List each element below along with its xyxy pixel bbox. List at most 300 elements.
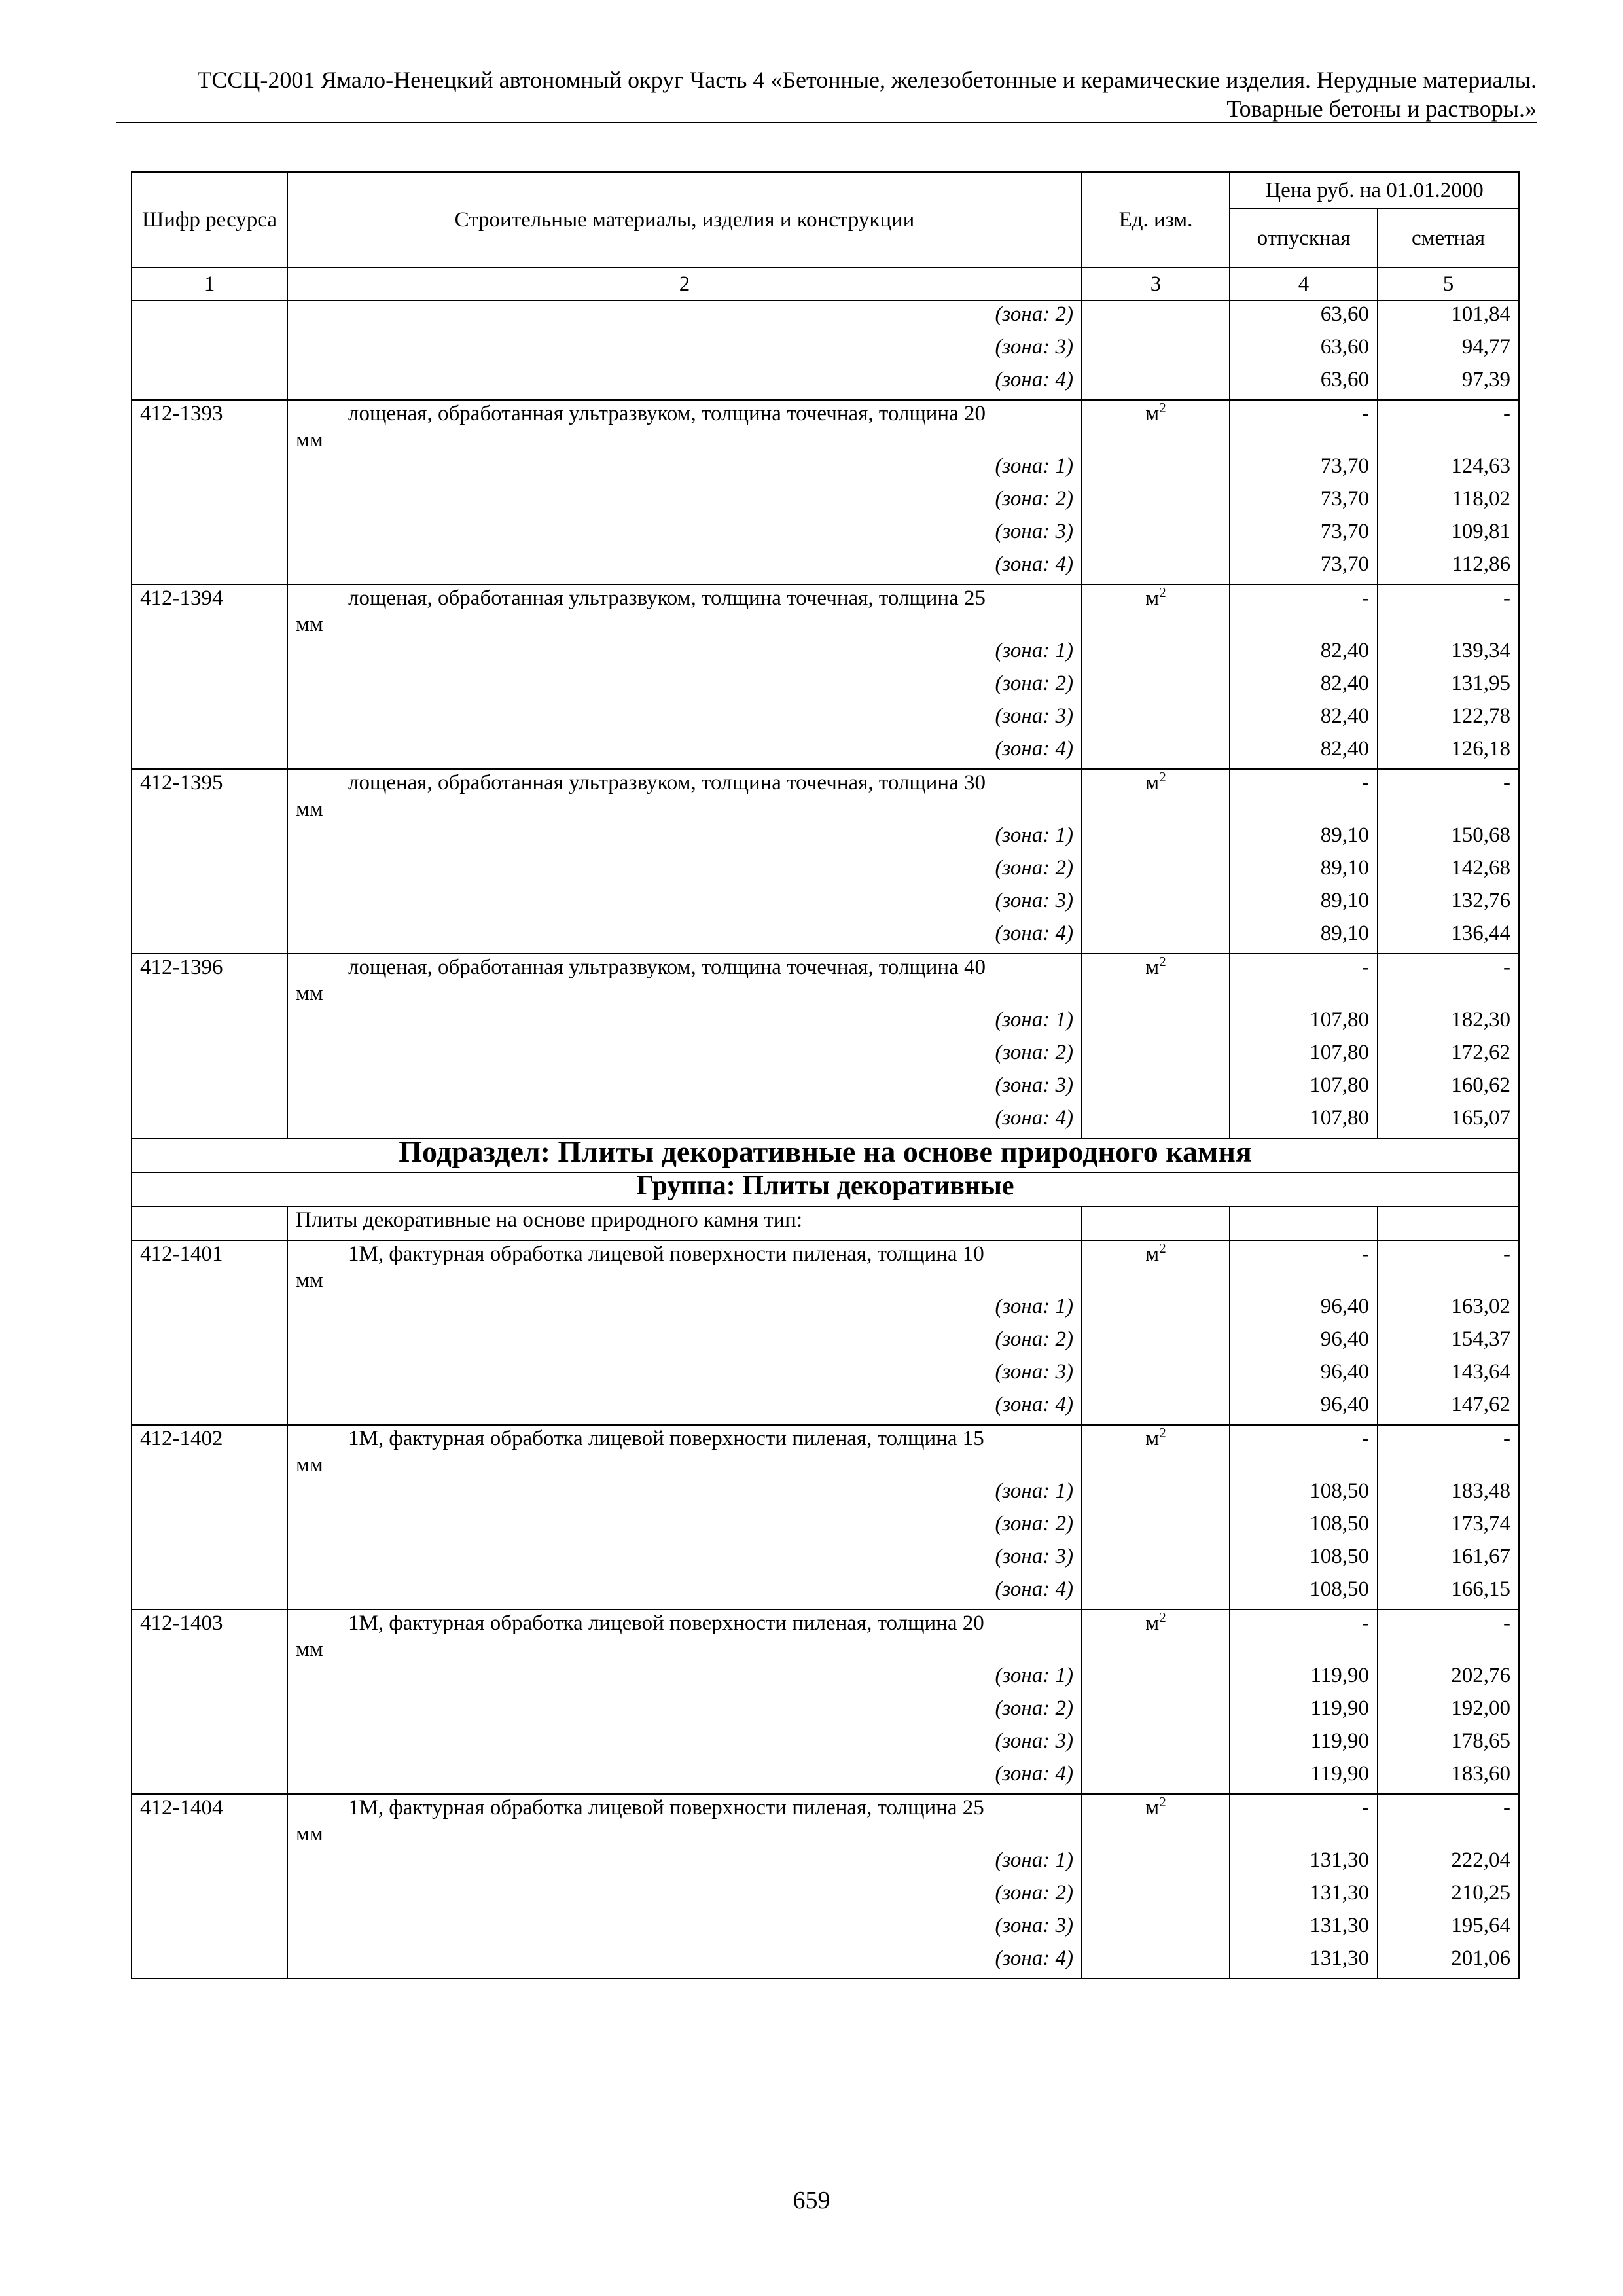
table-row (132, 1662, 1519, 1695)
unit-cell (1082, 1609, 1230, 1662)
cell-code (132, 1293, 287, 1326)
estimate-price: 202,76 (1378, 1662, 1519, 1695)
release-price: 119,90 (1230, 1695, 1378, 1728)
resource-code: 412-1404 (132, 1794, 287, 1847)
zone-label: (зона: 1) (287, 1293, 1082, 1326)
cell-unit (1082, 1206, 1230, 1240)
unit-cell (1082, 1794, 1230, 1847)
table-row (132, 453, 1519, 486)
unit-exponent: 2 (1159, 1794, 1166, 1810)
zone-label: (зона: 3) (287, 703, 1082, 736)
cell-code (132, 1206, 287, 1240)
zone-label: (зона: 1) (287, 637, 1082, 670)
table-row (132, 584, 1519, 637)
cell-code (132, 822, 287, 855)
estimate-price-empty: - (1378, 1609, 1519, 1662)
cell-code (132, 1105, 287, 1138)
price-table (131, 171, 1520, 1979)
unit-cell (1082, 954, 1230, 1007)
cell-code (132, 518, 287, 551)
item-description-line-2: мм (296, 797, 323, 821)
cell-unit (1082, 920, 1230, 954)
zone-label: (зона: 2) (287, 1039, 1082, 1072)
estimate-price: 132,76 (1378, 888, 1519, 920)
release-price: 96,40 (1230, 1293, 1378, 1326)
unit-cell (1082, 584, 1230, 637)
item-description (287, 1609, 1082, 1662)
table-row (132, 1240, 1519, 1293)
table-row (132, 1543, 1519, 1576)
table-row (132, 1072, 1519, 1105)
table-row (132, 518, 1519, 551)
zone-label: (зона: 2) (287, 670, 1082, 703)
table-row (132, 400, 1519, 453)
item-description (287, 1425, 1082, 1478)
cell-unit (1082, 822, 1230, 855)
cell-unit (1082, 1511, 1230, 1543)
estimate-price: 210,25 (1378, 1880, 1519, 1912)
cell-unit (1082, 1326, 1230, 1359)
zone-label: (зона: 4) (287, 1945, 1082, 1979)
cell-code (132, 1912, 287, 1945)
unit-base: м (1145, 771, 1160, 795)
header-line-2: Товарные бетоны и растворы.» (1226, 96, 1537, 122)
table-row (132, 1138, 1519, 1172)
estimate-price: 182,30 (1378, 1007, 1519, 1039)
unit-base: м (1145, 956, 1160, 979)
table-row (132, 367, 1519, 400)
cell-unit (1082, 1359, 1230, 1391)
estimate-price-empty: - (1378, 584, 1519, 637)
unit-exponent: 2 (1159, 1425, 1166, 1441)
item-description-line-2: мм (296, 982, 323, 1005)
item-description-line-1: лощеная, обработанная ультразвуком, толщина точечная, толщина 30 (348, 771, 986, 795)
unit-exponent: 2 (1159, 584, 1166, 600)
estimate-price: 124,63 (1378, 453, 1519, 486)
cell-code (132, 1007, 287, 1039)
cell-code (132, 1326, 287, 1359)
item-description (287, 954, 1082, 1007)
unit-cell (1082, 769, 1230, 822)
table-row (132, 769, 1519, 822)
release-price: 63,60 (1230, 334, 1378, 367)
estimate-price: 222,04 (1378, 1847, 1519, 1880)
zone-label: (зона: 3) (287, 1912, 1082, 1945)
release-price: 119,90 (1230, 1662, 1378, 1695)
estimate-price: 183,48 (1378, 1478, 1519, 1511)
unit-base: м (1145, 1796, 1160, 1820)
cell-unit (1082, 1880, 1230, 1912)
col-number-3: 3 (1082, 268, 1230, 300)
cell-code (132, 300, 287, 334)
cell-code (132, 1945, 287, 1979)
item-description (287, 400, 1082, 453)
estimate-price-empty: - (1378, 769, 1519, 822)
release-price-empty: - (1230, 1609, 1378, 1662)
item-description-line-2: мм (296, 1638, 323, 1661)
cell-code (132, 1478, 287, 1511)
col-header-price: Цена руб. на 01.01.2000 (1230, 172, 1519, 209)
release-price: 89,10 (1230, 920, 1378, 954)
table-row (132, 1105, 1519, 1138)
cell-unit (1082, 1039, 1230, 1072)
release-price-empty: - (1230, 1425, 1378, 1478)
table-row (132, 1511, 1519, 1543)
zone-label: (зона: 4) (287, 367, 1082, 400)
release-price-empty: - (1230, 400, 1378, 453)
release-price: 107,80 (1230, 1072, 1378, 1105)
unit-exponent: 2 (1159, 954, 1166, 969)
zone-label: (зона: 4) (287, 1576, 1082, 1609)
unit-cell (1082, 1240, 1230, 1293)
cell-code (132, 703, 287, 736)
resource-code: 412-1396 (132, 954, 287, 1007)
zone-label: (зона: 4) (287, 551, 1082, 584)
unit-base: м (1145, 586, 1160, 610)
table-row (132, 703, 1519, 736)
release-price: 63,60 (1230, 367, 1378, 400)
cell-unit (1082, 518, 1230, 551)
estimate-price-empty: - (1378, 954, 1519, 1007)
cell-price (1378, 1206, 1519, 1240)
cell-unit (1082, 703, 1230, 736)
table-row (132, 1847, 1519, 1880)
table-row (132, 1172, 1519, 1206)
unit-base: м (1145, 1611, 1160, 1635)
zone-label: (зона: 1) (287, 1478, 1082, 1511)
cell-code (132, 736, 287, 769)
estimate-price: 183,60 (1378, 1761, 1519, 1794)
estimate-price: 118,02 (1378, 486, 1519, 518)
item-description-line-1: 1М, фактурная обработка лицевой поверхности пиленая, толщина 10 (348, 1242, 984, 1266)
col-header-estimate-price: сметная (1378, 209, 1519, 268)
estimate-price: 112,86 (1378, 551, 1519, 584)
item-description (287, 769, 1082, 822)
item-description-line-2: мм (296, 1453, 323, 1477)
release-price: 108,50 (1230, 1511, 1378, 1543)
estimate-price: 154,37 (1378, 1326, 1519, 1359)
resource-code: 412-1402 (132, 1425, 287, 1478)
zone-label: (зона: 1) (287, 822, 1082, 855)
estimate-price: 109,81 (1378, 518, 1519, 551)
resource-code: 412-1395 (132, 769, 287, 822)
zone-label: (зона: 3) (287, 1728, 1082, 1761)
cell-code (132, 334, 287, 367)
unit-cell (1082, 1425, 1230, 1478)
release-price: 96,40 (1230, 1391, 1378, 1425)
estimate-price: 163,02 (1378, 1293, 1519, 1326)
zone-label: (зона: 3) (287, 1543, 1082, 1576)
estimate-price-empty: - (1378, 1425, 1519, 1478)
cell-unit (1082, 1728, 1230, 1761)
cell-unit (1082, 334, 1230, 367)
table-row (132, 1478, 1519, 1511)
table-row (132, 1007, 1519, 1039)
release-price: 107,80 (1230, 1039, 1378, 1072)
cell-unit (1082, 486, 1230, 518)
table-row (132, 1359, 1519, 1391)
cell-code (132, 1847, 287, 1880)
release-price-empty: - (1230, 954, 1378, 1007)
cell-unit (1082, 1847, 1230, 1880)
item-description (287, 1240, 1082, 1293)
resource-code: 412-1393 (132, 400, 287, 453)
table-row (132, 954, 1519, 1007)
estimate-price: 150,68 (1378, 822, 1519, 855)
item-description-line-2: мм (296, 613, 323, 636)
estimate-price: 192,00 (1378, 1695, 1519, 1728)
table-row (132, 1039, 1519, 1072)
col-number-5: 5 (1378, 268, 1519, 300)
table-row (132, 300, 1519, 334)
item-description (287, 1794, 1082, 1847)
estimate-price: 142,68 (1378, 855, 1519, 888)
estimate-price: 178,65 (1378, 1728, 1519, 1761)
release-price: 73,70 (1230, 453, 1378, 486)
cell-code (132, 1072, 287, 1105)
cell-unit (1082, 736, 1230, 769)
release-price-empty: - (1230, 769, 1378, 822)
item-description (287, 584, 1082, 637)
col-number-2: 2 (287, 268, 1082, 300)
cell-unit (1082, 1945, 1230, 1979)
estimate-price: 165,07 (1378, 1105, 1519, 1138)
resource-code: 412-1394 (132, 584, 287, 637)
release-price: 89,10 (1230, 822, 1378, 855)
cell-code (132, 1576, 287, 1609)
unit-base: м (1145, 1242, 1160, 1266)
item-description-line-1: 1М, фактурная обработка лицевой поверхности пиленая, толщина 15 (348, 1427, 984, 1450)
cell-code (132, 367, 287, 400)
cell-code (132, 1695, 287, 1728)
release-price: 131,30 (1230, 1945, 1378, 1979)
table-row (132, 486, 1519, 518)
item-description-line-2: мм (296, 428, 323, 452)
cell-code (132, 888, 287, 920)
release-price: 73,70 (1230, 518, 1378, 551)
table-row (132, 1945, 1519, 1979)
cell-unit (1082, 1543, 1230, 1576)
release-price: 108,50 (1230, 1543, 1378, 1576)
release-price: 96,40 (1230, 1326, 1378, 1359)
zone-label: (зона: 2) (287, 1695, 1082, 1728)
item-description-line-1: лощеная, обработанная ультразвуком, толщина точечная, толщина 40 (348, 956, 986, 979)
cell-code (132, 551, 287, 584)
cell-code (132, 1761, 287, 1794)
release-price-empty: - (1230, 1794, 1378, 1847)
release-price: 73,70 (1230, 551, 1378, 584)
table-row (132, 1695, 1519, 1728)
cell-unit (1082, 1105, 1230, 1138)
cell-unit (1082, 670, 1230, 703)
cell-unit (1082, 551, 1230, 584)
release-price-empty: - (1230, 584, 1378, 637)
zone-label: (зона: 2) (287, 1880, 1082, 1912)
zone-label: (зона: 2) (287, 1511, 1082, 1543)
zone-label: (зона: 1) (287, 1007, 1082, 1039)
cell-unit (1082, 637, 1230, 670)
unit-base: м (1145, 402, 1160, 425)
item-description-line-1: лощеная, обработанная ультразвуком, толщина точечная, толщина 25 (348, 586, 986, 610)
estimate-price: 147,62 (1378, 1391, 1519, 1425)
release-price: 82,40 (1230, 637, 1378, 670)
zone-label: (зона: 3) (287, 1359, 1082, 1391)
cell-code (132, 1511, 287, 1543)
cell-code (132, 486, 287, 518)
zone-label: (зона: 4) (287, 920, 1082, 954)
col-header-desc: Строительные материалы, изделия и конструкции (287, 172, 1082, 268)
estimate-price: 195,64 (1378, 1912, 1519, 1945)
cell-code (132, 1662, 287, 1695)
unit-exponent: 2 (1159, 1609, 1166, 1625)
estimate-price: 139,34 (1378, 637, 1519, 670)
zone-label: (зона: 2) (287, 855, 1082, 888)
table-row (132, 670, 1519, 703)
cell-code (132, 637, 287, 670)
zone-label: (зона: 2) (287, 486, 1082, 518)
cell-unit (1082, 1576, 1230, 1609)
estimate-price: 161,67 (1378, 1543, 1519, 1576)
zone-label: (зона: 1) (287, 1662, 1082, 1695)
cell-unit (1082, 1761, 1230, 1794)
table-row (132, 1293, 1519, 1326)
col-header-release-price: отпускная (1230, 209, 1378, 268)
table-row (132, 1326, 1519, 1359)
table-row (132, 551, 1519, 584)
cell-unit (1082, 888, 1230, 920)
group-heading: Группа: Плиты декоративные (132, 1172, 1519, 1206)
estimate-price: 166,15 (1378, 1576, 1519, 1609)
release-price: 108,50 (1230, 1478, 1378, 1511)
cell-unit (1082, 1072, 1230, 1105)
cell-unit (1082, 1912, 1230, 1945)
cell-code (132, 1391, 287, 1425)
zone-label: (зона: 3) (287, 1072, 1082, 1105)
estimate-price: 101,84 (1378, 300, 1519, 334)
estimate-price-empty: - (1378, 1240, 1519, 1293)
release-price: 108,50 (1230, 1576, 1378, 1609)
page-header (116, 65, 1537, 123)
zone-label: (зона: 2) (287, 1326, 1082, 1359)
table-row (132, 1880, 1519, 1912)
cell-unit (1082, 300, 1230, 334)
cell-code (132, 1728, 287, 1761)
estimate-price-empty: - (1378, 1794, 1519, 1847)
release-price: 82,40 (1230, 670, 1378, 703)
table-row (132, 920, 1519, 954)
cell-unit (1082, 1293, 1230, 1326)
release-price: 131,30 (1230, 1880, 1378, 1912)
release-price: 63,60 (1230, 300, 1378, 334)
table-row (132, 1761, 1519, 1794)
release-price: 96,40 (1230, 1359, 1378, 1391)
release-price: 89,10 (1230, 855, 1378, 888)
zone-label: (зона: 3) (287, 518, 1082, 551)
cell-code (132, 453, 287, 486)
col-number-1: 1 (132, 268, 287, 300)
table-body (132, 300, 1519, 1979)
cell-code (132, 920, 287, 954)
release-price: 89,10 (1230, 888, 1378, 920)
subsection-heading: Подраздел: Плиты декоративные на основе природного камня (132, 1138, 1519, 1172)
estimate-price: 94,77 (1378, 334, 1519, 367)
release-price: 107,80 (1230, 1105, 1378, 1138)
estimate-price: 97,39 (1378, 367, 1519, 400)
table-row (132, 736, 1519, 769)
cell-code (132, 1359, 287, 1391)
cell-code (132, 1543, 287, 1576)
zone-label: (зона: 3) (287, 888, 1082, 920)
estimate-price: 131,95 (1378, 670, 1519, 703)
unit-exponent: 2 (1159, 400, 1166, 416)
table-row (132, 1728, 1519, 1761)
release-price: 119,90 (1230, 1728, 1378, 1761)
table-row (132, 1794, 1519, 1847)
table-row (132, 637, 1519, 670)
release-price: 131,30 (1230, 1847, 1378, 1880)
cell-unit (1082, 855, 1230, 888)
table-row (132, 888, 1519, 920)
resource-code: 412-1401 (132, 1240, 287, 1293)
unit-cell (1082, 400, 1230, 453)
zone-label: (зона: 1) (287, 453, 1082, 486)
cell-unit (1082, 1478, 1230, 1511)
cell-unit (1082, 1695, 1230, 1728)
table-row (132, 855, 1519, 888)
zone-label: (зона: 4) (287, 736, 1082, 769)
estimate-price: 160,62 (1378, 1072, 1519, 1105)
estimate-price-empty: - (1378, 400, 1519, 453)
estimate-price: 143,64 (1378, 1359, 1519, 1391)
header-divider (116, 122, 1537, 123)
zone-label: (зона: 3) (287, 334, 1082, 367)
cell-unit (1082, 1391, 1230, 1425)
item-description-line-1: 1М, фактурная обработка лицевой поверхности пиленая, толщина 25 (348, 1796, 984, 1820)
table-row (132, 1912, 1519, 1945)
resource-code: 412-1403 (132, 1609, 287, 1662)
cell-code (132, 670, 287, 703)
item-description-line-1: 1М, фактурная обработка лицевой поверхности пиленая, толщина 20 (348, 1611, 984, 1635)
zone-label: (зона: 4) (287, 1761, 1082, 1794)
release-price: 82,40 (1230, 703, 1378, 736)
cell-unit (1082, 1662, 1230, 1695)
release-price: 131,30 (1230, 1912, 1378, 1945)
estimate-price: 201,06 (1378, 1945, 1519, 1979)
cell-unit (1082, 1007, 1230, 1039)
cell-code (132, 1039, 287, 1072)
item-description-line-1: лощеная, обработанная ультразвуком, толщина точечная, толщина 20 (348, 402, 986, 425)
estimate-price: 126,18 (1378, 736, 1519, 769)
col-number-4: 4 (1230, 268, 1378, 300)
table-row (132, 1576, 1519, 1609)
table-row (132, 1609, 1519, 1662)
col-header-code: Шифр ресурса (132, 172, 287, 268)
group-title: Плиты декоративные на основе природного камня тип: (287, 1206, 1082, 1240)
unit-exponent: 2 (1159, 1240, 1166, 1256)
page-number: 659 (793, 2187, 830, 2214)
zone-label: (зона: 1) (287, 1847, 1082, 1880)
cell-price (1230, 1206, 1378, 1240)
unit-base: м (1145, 1427, 1160, 1450)
zone-label: (зона: 4) (287, 1391, 1082, 1425)
release-price: 107,80 (1230, 1007, 1378, 1039)
release-price: 73,70 (1230, 486, 1378, 518)
table-row (132, 1206, 1519, 1240)
item-description-line-2: мм (296, 1822, 323, 1846)
release-price: 82,40 (1230, 736, 1378, 769)
cell-code (132, 855, 287, 888)
cell-unit (1082, 367, 1230, 400)
